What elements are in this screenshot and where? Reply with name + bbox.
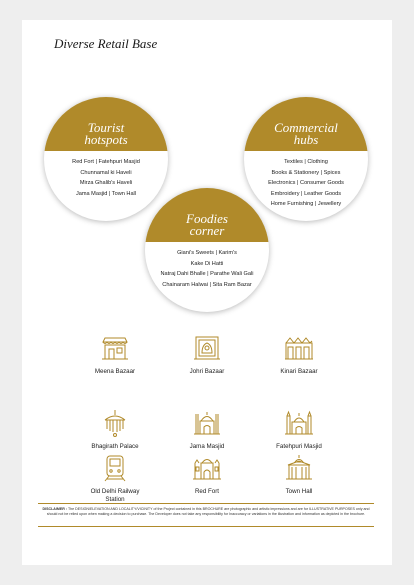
amenity-label: Jama Masjid bbox=[189, 443, 225, 450]
market-stall-icon bbox=[100, 333, 130, 363]
foodies-heading-line2: corner bbox=[189, 223, 225, 238]
amenity-kinari-bazaar bbox=[254, 333, 344, 376]
commercial-hubs-header bbox=[244, 97, 368, 151]
fort-icon bbox=[192, 453, 222, 483]
amenity-jama-masjid bbox=[162, 408, 252, 451]
town-hall-icon bbox=[284, 453, 314, 483]
disclaimer-label: DISCLAIMER : bbox=[42, 507, 68, 511]
list-item: Mirza Ghalib's Haveli bbox=[79, 180, 133, 186]
amenity-johri-bazaar bbox=[162, 333, 252, 376]
top-divider bbox=[38, 503, 374, 504]
disclaimer bbox=[38, 507, 374, 517]
amenity-label: Meena Bazaar bbox=[94, 368, 136, 375]
commercial-heading-line1: Commercial bbox=[274, 120, 338, 135]
amenity-label-line: Station bbox=[105, 496, 125, 503]
amenity-label-line: Old Delhi Railway bbox=[90, 488, 140, 495]
list-item: Books & Stationery | Spices bbox=[271, 169, 341, 176]
list-item: Chunnamal ki Haveli bbox=[80, 169, 132, 176]
list-item: Natraj Dahi Bhalle | Parathe Wali Gali bbox=[160, 271, 254, 277]
amenity-red-fort bbox=[162, 453, 252, 496]
list-item: Chainaram Halwai | Sita Ram Bazar bbox=[162, 281, 252, 288]
foodies-corner-list bbox=[145, 248, 269, 290]
list-item: Electronics | Consumer Goods bbox=[268, 180, 344, 186]
shop-row-icon bbox=[284, 333, 314, 363]
jewellery-shop-icon bbox=[192, 333, 222, 363]
amenity-old-delhi-railway-station bbox=[70, 453, 160, 504]
list-item: Embroidery | Leather Goods bbox=[270, 190, 342, 197]
page-title: Diverse Retail Base bbox=[54, 36, 158, 51]
amenity-bhagirath-palace bbox=[70, 408, 160, 451]
amenity-town-hall bbox=[254, 453, 344, 496]
amenity-label: Bhagirath Palace bbox=[91, 443, 139, 450]
tourist-heading-line2: hotspots bbox=[84, 132, 128, 147]
list-item: Home Furnishing | Jewellery bbox=[270, 201, 342, 207]
list-item: Giani's Sweets | Karim's bbox=[177, 250, 237, 256]
mosque-domes-icon bbox=[284, 408, 314, 438]
list-item: Jama Masjid | Town Hall bbox=[75, 190, 137, 197]
brochure-page bbox=[22, 20, 392, 565]
commercial-heading-line2: hubs bbox=[293, 132, 319, 147]
disclaimer-text: The DESIGN/ELEVATION AND LOCALITY/VICINITY of the Project contained in this BROCHURE are photographic and artistic impressions and are for ILLUSTRATIVE PURPOSES only and should not be relied upon when making a decision to purchase. The Developer does not take any responsibility for Inaccuracy or variations in the illustration and information as depicted in the brochure. bbox=[46, 507, 370, 517]
list-item: Red Fort | Fatehpuri Masjid bbox=[72, 159, 140, 165]
amenity-label: Johri Bazaar bbox=[189, 368, 225, 375]
tourist-hotspots-header bbox=[44, 97, 168, 151]
foodies-corner-card bbox=[145, 188, 269, 312]
amenity-label bbox=[91, 488, 140, 504]
tourist-heading-line1: Tourist bbox=[87, 120, 125, 135]
foodies-corner-header bbox=[145, 188, 269, 242]
amenity-label: Red Fort bbox=[194, 488, 220, 495]
foodies-heading-line1: Foodies bbox=[186, 211, 228, 226]
amenity-label: Fatehpuri Masjid bbox=[276, 443, 322, 450]
amenity-label: Kinari Bazaar bbox=[280, 368, 318, 375]
train-icon bbox=[100, 453, 130, 483]
list-item: Kake Di Hatti bbox=[190, 260, 224, 267]
amenity-meena-bazaar bbox=[70, 333, 160, 376]
list-item: Textiles | Clothing bbox=[284, 159, 328, 165]
mosque-icon bbox=[192, 408, 222, 438]
amenity-fatehpuri-masjid bbox=[254, 408, 344, 451]
chandelier-icon bbox=[100, 408, 130, 438]
amenity-label: Town Hall bbox=[285, 488, 313, 495]
bottom-divider bbox=[38, 526, 374, 527]
